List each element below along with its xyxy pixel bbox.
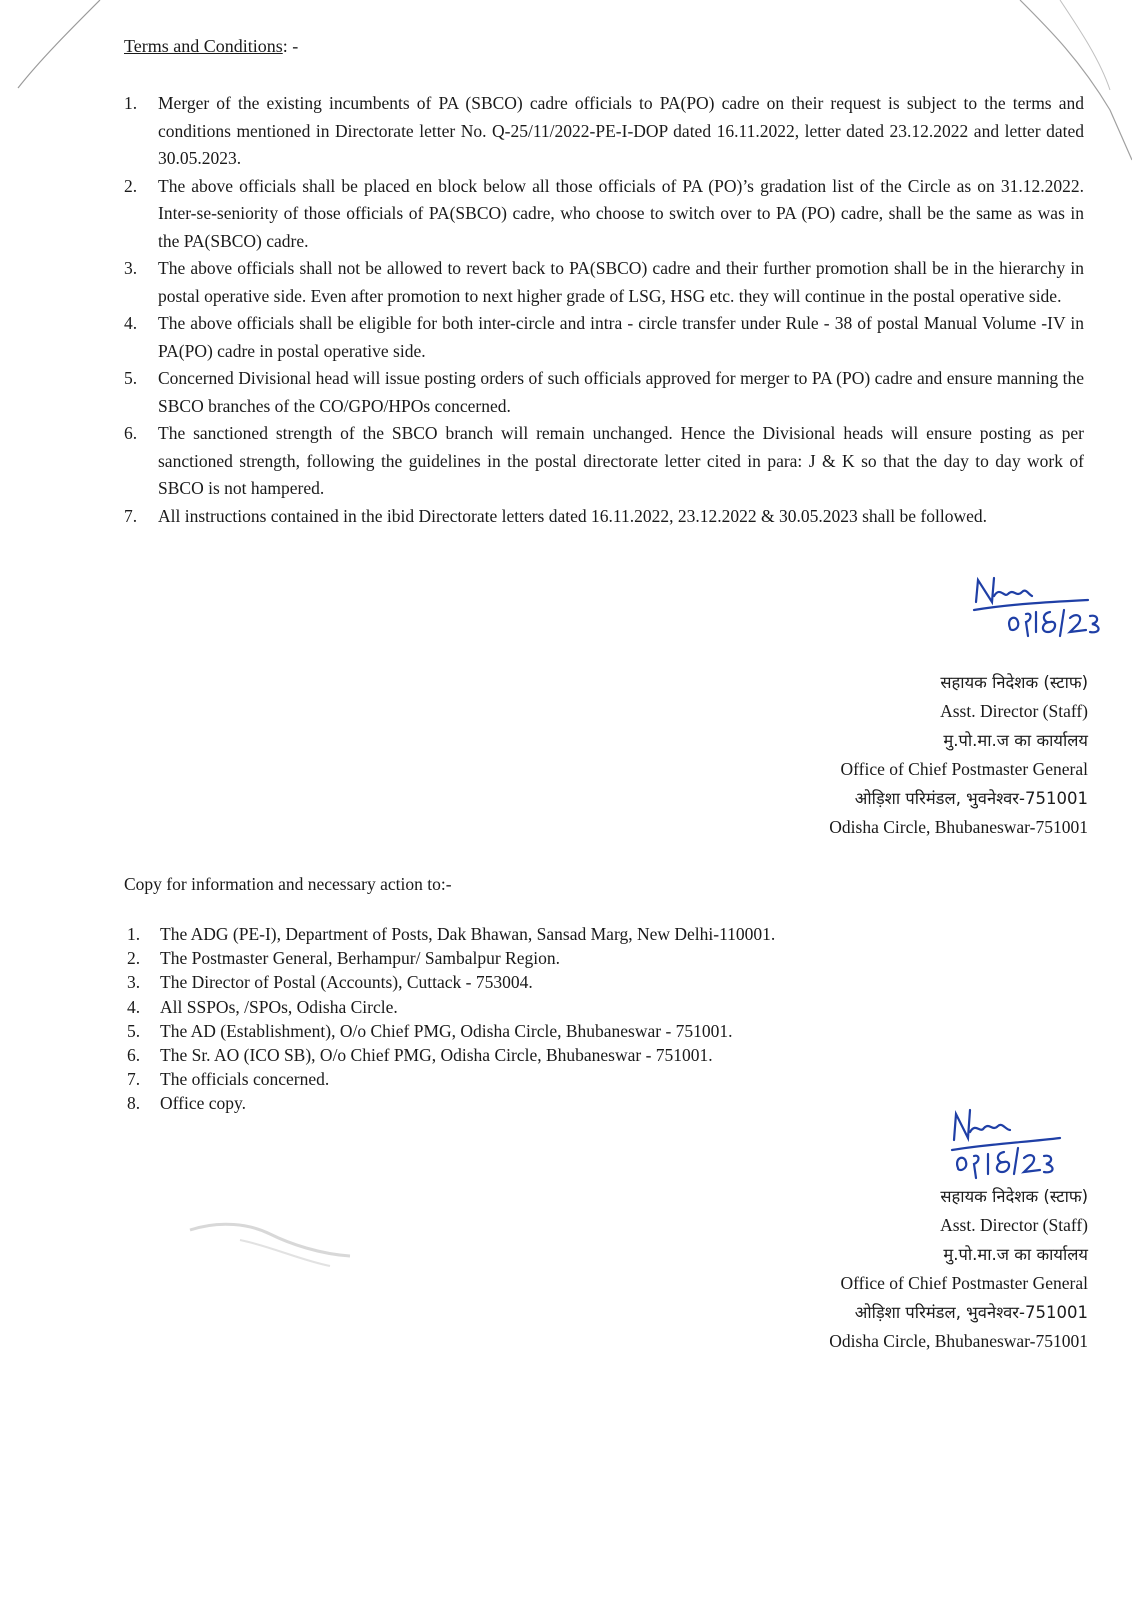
copy-recipient: The Director of Postal (Accounts), Cuttack - 753004. <box>160 972 533 993</box>
terms-heading-text: Terms and Conditions <box>124 36 283 56</box>
list-item: 7. All instructions contained in the ibid Directorate letters dated 16.11.2022, 23.12.2022 & 30.05.2023 shall be followed. <box>124 505 987 526</box>
terms-heading-suffix: : - <box>282 36 299 56</box>
list-item: 5. The AD (Establishment), O/o Chief PMG, Odisha Circle, Bhubaneswar - 751001. <box>127 1020 733 1041</box>
scan-corner-left <box>0 0 120 110</box>
term-text: All instructions contained in the ibid Directorate letters dated 16.11.2022, 23.12.2022 & 30.05.2023 shall be followed. <box>158 505 987 526</box>
signatory-circle: Odisha Circle, Bhubaneswar-751001 <box>829 817 1088 837</box>
handwritten-signature-2 <box>948 1108 1088 1188</box>
list-item: 3. The above officials shall not be allowed to revert back to PA(SBCO) cadre and their further promotion shall be in the hierarchy in postal operative side. Even after promotion to next higher grade of LSG, HSG etc. they will continue in the postal operative side. <box>124 258 1084 306</box>
copy-recipient: All SSPOs, /SPOs, Odisha Circle. <box>160 996 398 1017</box>
list-item: 6. The Sr. AO (ICO SB), O/o Chief PMG, Odisha Circle, Bhubaneswar - 751001. <box>127 1045 713 1066</box>
list-item: 2. The above officials shall be placed en block below all those officials of PA (PO)’s gradation list of the Circle as on 31.12.2022. Inter-se-seniority of those officials of PA(SBCO) cadre, who choose to switch over to PA (PO) cadre, shall be the same as was in the PA(SBCO) cadre. <box>124 175 1084 251</box>
list-item: 1. Merger of the existing incumbents of PA (SBCO) cadre officials to PA(PO) cadre on their request is subject to the terms and conditions mentioned in Directorate letter No. Q-25/11/2022-PE-I-DOP dated 16.11.2022, letter dated 23.12.2022 and letter dated 30.05.2023. <box>124 93 1084 168</box>
signatory-circle: Odisha Circle, Bhubaneswar-751001 <box>829 1331 1088 1351</box>
list-item: 6. The sanctioned strength of the SBCO branch will remain unchanged. Hence the Divisional heads will ensure posting as per sanctioned strength, following the guidelines in the postal directorate letter cited in para: J & K so that the day to day work of SBCO is not hampered. <box>124 423 1084 498</box>
list-item: 4. The above officials shall be eligible for both inter-circle and intra - circle transfer under Rule - 38 of postal Manual Volume -IV in PA(PO) cadre in postal operative side. <box>124 313 1084 361</box>
list-item: 1. The ADG (PE-I), Department of Posts, Dak Bhawan, Sansad Marg, New Delhi-110001. <box>127 924 776 944</box>
term-text: The above officials shall be eligible for both inter-circle and intra - circle transfer under Rule - 38 of postal Manual Volume -IV in PA(PO) cadre in postal operative side. <box>158 313 1084 361</box>
copy-recipient: Office copy. <box>160 1093 247 1114</box>
copy-recipient: The officials concerned. <box>160 1069 330 1090</box>
signatory-title-hindi: सहायक निदेशक (स्टाफ) <box>940 673 1088 692</box>
signatory-title: Asst. Director (Staff) <box>940 701 1088 721</box>
signatory-circle-hindi: ओड़िशा परिमंडल, भुवनेश्वर-751001 <box>854 789 1088 808</box>
term-text: The above officials shall not be allowed to revert back to PA(SBCO) cadre and their further promotion shall be in the hierarchy in postal operative side. Even after promotion to next higher grade of LSG, HSG etc. they will continue in the postal operative side. <box>158 258 1084 306</box>
term-text: Concerned Divisional head will issue posting orders of such officials approved for merger to PA (PO) cadre and ensure manning the SBCO branches of the CO/GPO/HPOs concerned. <box>158 368 1084 416</box>
handwritten-signature-1 <box>970 574 1120 644</box>
signatory-office: Office of Chief Postmaster General <box>840 759 1088 779</box>
term-text: The sanctioned strength of the SBCO branch will remain unchanged. Hence the Divisional heads will ensure posting as per sanctioned strength, following the guidelines in the postal directorate letter cited in para: J & K so that the day to day work of SBCO is not hampered. <box>158 423 1084 498</box>
signatory-title: Asst. Director (Staff) <box>940 1215 1088 1235</box>
signatory-office: Office of Chief Postmaster General <box>840 1273 1088 1293</box>
list-item: 5. Concerned Divisional head will issue posting orders of such officials approved for merger to PA (PO) cadre and ensure manning the SBCO branches of the CO/GPO/HPOs concerned. <box>124 368 1084 416</box>
signature-block-2 <box>668 1182 1088 1356</box>
copy-recipient: The ADG (PE-I), Department of Posts, Dak Bhawan, Sansad Marg, New Delhi-110001. <box>160 924 776 944</box>
list-item: 3. The Director of Postal (Accounts), Cuttack - 753004. <box>127 972 533 993</box>
list-item: 7. The officials concerned. <box>127 1069 330 1090</box>
list-item: 2. The Postmaster General, Berhampur/ Sambalpur Region. <box>127 948 560 969</box>
copy-recipient: The Postmaster General, Berhampur/ Sambalpur Region. <box>160 948 560 969</box>
signatory-office-hindi: मु.पो.मा.ज का कार्यालय <box>943 1245 1088 1264</box>
copy-list <box>124 922 944 1116</box>
copy-recipient: The AD (Establishment), O/o Chief PMG, Odisha Circle, Bhubaneswar - 751001. <box>160 1020 733 1041</box>
copy-recipient: The Sr. AO (ICO SB), O/o Chief PMG, Odisha Circle, Bhubaneswar - 751001. <box>160 1045 713 1066</box>
signature-block-1 <box>668 668 1088 842</box>
copy-heading: Copy for information and necessary action to:- <box>124 874 452 894</box>
signatory-circle-hindi: ओड़िशा परिमंडल, भुवनेश्वर-751001 <box>854 1303 1088 1322</box>
term-text: Merger of the existing incumbents of PA (SBCO) cadre officials to PA(PO) cadre on their request is subject to the terms and conditions mentioned in Directorate letter No. Q-25/11/2022-PE-I-DOP dated 16.11.2022, letter dated 23.12.2022 and letter dated 30.05.2023. <box>158 93 1084 168</box>
signatory-title-hindi: सहायक निदेशक (स्टाफ) <box>940 1187 1088 1206</box>
scan-smudge <box>180 1210 360 1280</box>
list-item: 8. Office copy. <box>127 1093 247 1114</box>
list-item: 4. All SSPOs, /SPOs, Odisha Circle. <box>127 996 398 1017</box>
terms-list <box>124 90 1084 530</box>
terms-heading <box>124 36 298 57</box>
term-text: The above officials shall be placed en block below all those officials of PA (PO)’s gradation list of the Circle as on 31.12.2022. Inter-se-seniority of those officials of PA(SBCO) cadre, who choose to switch over to PA (PO) cadre, shall be the same as was in the PA(SBCO) cadre. <box>158 175 1084 251</box>
signatory-office-hindi: मु.पो.मा.ज का कार्यालय <box>943 731 1088 750</box>
